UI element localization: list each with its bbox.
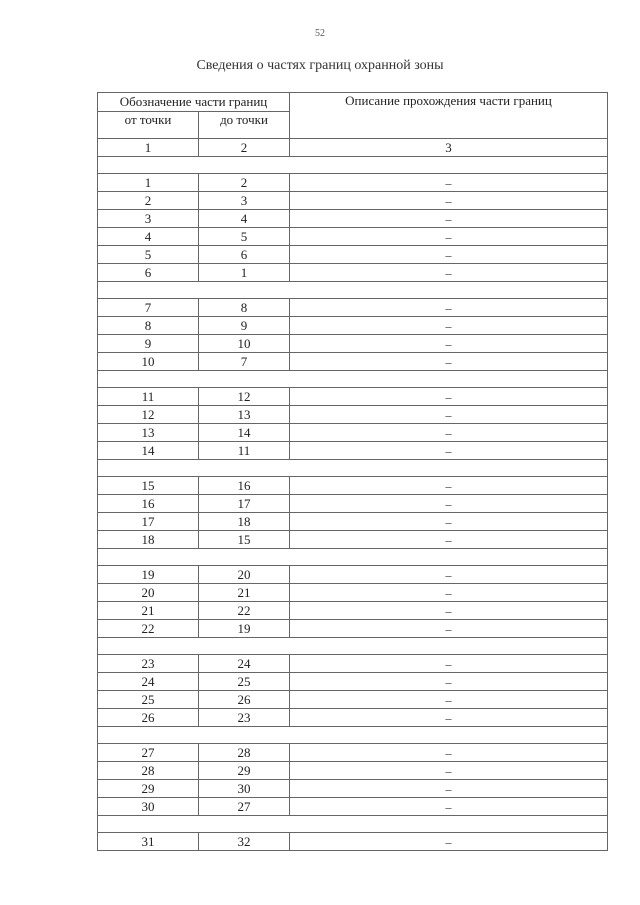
to-point-cell: 10	[199, 335, 290, 353]
description-cell: –	[290, 673, 608, 691]
to-point-cell: 32	[199, 833, 290, 851]
header-from-point: от точки	[98, 112, 199, 139]
table-body	[98, 157, 608, 851]
from-point-cell: 6	[98, 264, 199, 282]
from-point-cell: 19	[98, 566, 199, 584]
from-point-cell: 13	[98, 424, 199, 442]
description-cell: –	[290, 246, 608, 264]
group-separator-cell	[98, 282, 608, 299]
table-row	[98, 513, 608, 531]
to-point-cell: 26	[199, 691, 290, 709]
description-cell: –	[290, 584, 608, 602]
to-point-cell: 30	[199, 780, 290, 798]
description-cell: –	[290, 780, 608, 798]
header-boundary-designation: Обозначение части границ	[98, 93, 290, 112]
to-point-cell: 27	[199, 798, 290, 816]
from-point-cell: 26	[98, 709, 199, 727]
group-separator-row	[98, 157, 608, 174]
from-point-cell: 23	[98, 655, 199, 673]
table-row	[98, 584, 608, 602]
from-point-cell: 14	[98, 442, 199, 460]
description-cell: –	[290, 335, 608, 353]
from-point-cell: 12	[98, 406, 199, 424]
table-row	[98, 602, 608, 620]
to-point-cell: 1	[199, 264, 290, 282]
to-point-cell: 22	[199, 602, 290, 620]
column-number: 3	[290, 139, 608, 157]
description-cell: –	[290, 691, 608, 709]
table-row	[98, 762, 608, 780]
from-point-cell: 8	[98, 317, 199, 335]
from-point-cell: 9	[98, 335, 199, 353]
table-row	[98, 335, 608, 353]
group-separator-row	[98, 638, 608, 655]
description-cell: –	[290, 602, 608, 620]
to-point-cell: 7	[199, 353, 290, 371]
from-point-cell: 21	[98, 602, 199, 620]
group-separator-row	[98, 816, 608, 833]
group-separator-row	[98, 371, 608, 388]
to-point-cell: 14	[199, 424, 290, 442]
table-row	[98, 317, 608, 335]
to-point-cell: 15	[199, 531, 290, 549]
description-cell: –	[290, 495, 608, 513]
to-point-cell: 29	[199, 762, 290, 780]
table-row	[98, 299, 608, 317]
to-point-cell: 16	[199, 477, 290, 495]
to-point-cell: 25	[199, 673, 290, 691]
to-point-cell: 13	[199, 406, 290, 424]
table-row	[98, 388, 608, 406]
table-row	[98, 495, 608, 513]
header-description: Описание прохождения части границ	[290, 93, 608, 139]
to-point-cell: 2	[199, 174, 290, 192]
from-point-cell: 24	[98, 673, 199, 691]
to-point-cell: 4	[199, 210, 290, 228]
table-row	[98, 673, 608, 691]
to-point-cell: 6	[199, 246, 290, 264]
group-separator-cell	[98, 816, 608, 833]
column-number: 2	[199, 139, 290, 157]
description-cell: –	[290, 744, 608, 762]
from-point-cell: 10	[98, 353, 199, 371]
from-point-cell: 4	[98, 228, 199, 246]
from-point-cell: 15	[98, 477, 199, 495]
table-row	[98, 566, 608, 584]
to-point-cell: 11	[199, 442, 290, 460]
from-point-cell: 1	[98, 174, 199, 192]
to-point-cell: 20	[199, 566, 290, 584]
table-row	[98, 424, 608, 442]
table-row	[98, 246, 608, 264]
from-point-cell: 2	[98, 192, 199, 210]
from-point-cell: 25	[98, 691, 199, 709]
description-cell: –	[290, 317, 608, 335]
from-point-cell: 17	[98, 513, 199, 531]
table-row	[98, 798, 608, 816]
boundary-parts-table	[97, 92, 608, 851]
group-separator-cell	[98, 157, 608, 174]
from-point-cell: 29	[98, 780, 199, 798]
from-point-cell: 16	[98, 495, 199, 513]
table-row	[98, 477, 608, 495]
page-number: 52	[315, 28, 325, 39]
from-point-cell: 11	[98, 388, 199, 406]
group-separator-row	[98, 460, 608, 477]
table-row	[98, 780, 608, 798]
header-to-point: до точки	[199, 112, 290, 139]
description-cell: –	[290, 620, 608, 638]
column-number: 1	[98, 139, 199, 157]
to-point-cell: 21	[199, 584, 290, 602]
group-separator-cell	[98, 638, 608, 655]
to-point-cell: 18	[199, 513, 290, 531]
document-title: Сведения о частях границ охранной зоны	[196, 58, 444, 73]
table-row	[98, 442, 608, 460]
from-point-cell: 31	[98, 833, 199, 851]
table-row	[98, 210, 608, 228]
group-separator-cell	[98, 549, 608, 566]
group-separator-cell	[98, 371, 608, 388]
to-point-cell: 17	[199, 495, 290, 513]
to-point-cell: 24	[199, 655, 290, 673]
description-cell: –	[290, 762, 608, 780]
from-point-cell: 20	[98, 584, 199, 602]
group-separator-row	[98, 282, 608, 299]
description-cell: –	[290, 709, 608, 727]
group-separator-cell	[98, 460, 608, 477]
table-row	[98, 228, 608, 246]
column-number-row	[98, 139, 608, 157]
to-point-cell: 28	[199, 744, 290, 762]
from-point-cell: 3	[98, 210, 199, 228]
description-cell: –	[290, 299, 608, 317]
to-point-cell: 23	[199, 709, 290, 727]
description-cell: –	[290, 228, 608, 246]
table-row	[98, 406, 608, 424]
description-cell: –	[290, 388, 608, 406]
description-cell: –	[290, 477, 608, 495]
to-point-cell: 8	[199, 299, 290, 317]
to-point-cell: 19	[199, 620, 290, 638]
description-cell: –	[290, 566, 608, 584]
description-cell: –	[290, 424, 608, 442]
from-point-cell: 28	[98, 762, 199, 780]
to-point-cell: 3	[199, 192, 290, 210]
from-point-cell: 30	[98, 798, 199, 816]
table-header-row	[98, 93, 608, 112]
description-cell: –	[290, 655, 608, 673]
description-cell: –	[290, 798, 608, 816]
description-cell: –	[290, 174, 608, 192]
table-row	[98, 691, 608, 709]
description-cell: –	[290, 192, 608, 210]
from-point-cell: 7	[98, 299, 199, 317]
table-row	[98, 620, 608, 638]
table-row	[98, 353, 608, 371]
from-point-cell: 18	[98, 531, 199, 549]
table-row	[98, 833, 608, 851]
to-point-cell: 9	[199, 317, 290, 335]
description-cell: –	[290, 353, 608, 371]
to-point-cell: 5	[199, 228, 290, 246]
table-row	[98, 744, 608, 762]
from-point-cell: 5	[98, 246, 199, 264]
description-cell: –	[290, 442, 608, 460]
description-cell: –	[290, 513, 608, 531]
group-separator-row	[98, 727, 608, 744]
table-row	[98, 192, 608, 210]
table-row	[98, 174, 608, 192]
description-cell: –	[290, 406, 608, 424]
description-cell: –	[290, 264, 608, 282]
to-point-cell: 12	[199, 388, 290, 406]
from-point-cell: 22	[98, 620, 199, 638]
description-cell: –	[290, 531, 608, 549]
table-row	[98, 709, 608, 727]
table-row	[98, 264, 608, 282]
description-cell: –	[290, 833, 608, 851]
description-cell: –	[290, 210, 608, 228]
group-separator-row	[98, 549, 608, 566]
table-row	[98, 531, 608, 549]
group-separator-cell	[98, 727, 608, 744]
table-row	[98, 655, 608, 673]
from-point-cell: 27	[98, 744, 199, 762]
